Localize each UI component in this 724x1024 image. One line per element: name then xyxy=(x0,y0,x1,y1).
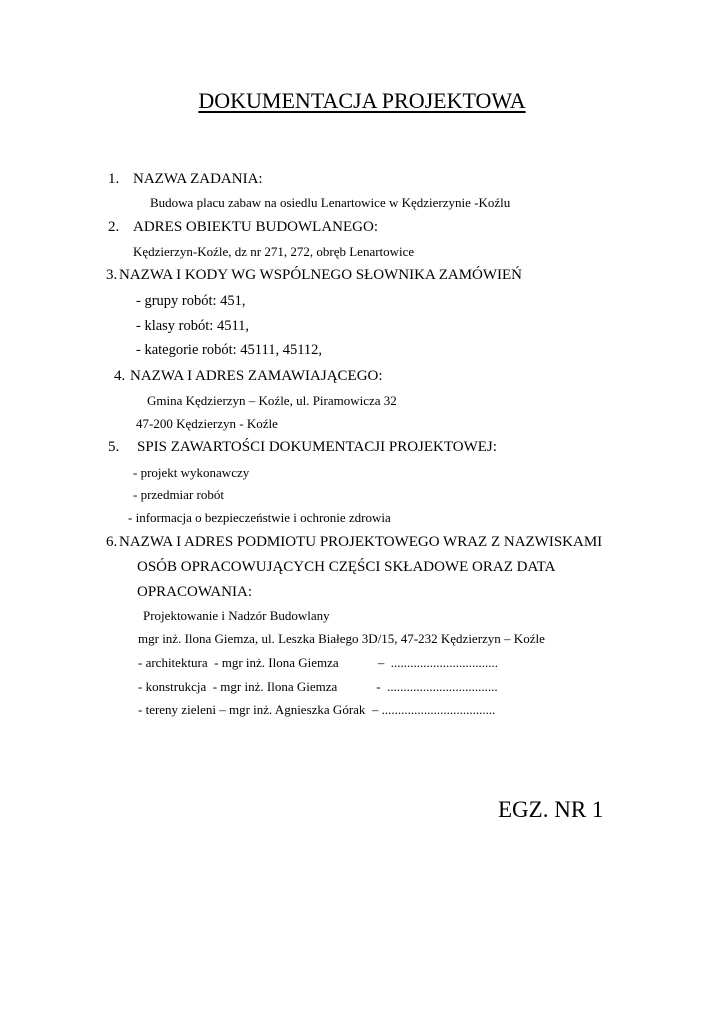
section-6-line: - tereny zieleni – mgr inż. Agnieszka Górak – ................................... xyxy=(138,702,496,717)
section-2-line: Kędzierzyn-Koźle, dz nr 271, 272, obręb Lenartowice xyxy=(133,244,415,259)
section-2-number: 2. xyxy=(108,219,120,235)
section-4-line: Gmina Kędzierzyn – Koźle, ul. Piramowicza 32 xyxy=(147,393,397,408)
section-6-heading-line: OPRACOWANIA: xyxy=(137,584,253,600)
section-6-number: 6. xyxy=(106,534,118,550)
section-3-line: - grupy robót: 451, xyxy=(136,293,246,309)
section-4-number: 4. xyxy=(114,368,126,384)
section-5-line: - przedmiar robót xyxy=(133,487,224,502)
section-6-line: - architektura - mgr inż. Ilona Giemza – ................................. xyxy=(138,655,498,670)
page-title: DOKUMENTACJA PROJEKTOWA xyxy=(198,88,526,113)
section-6-line: - konstrukcja - mgr inż. Ilona Giemza - .................................. xyxy=(138,679,498,694)
section-3-number: 3. xyxy=(106,267,118,283)
section-5-number: 5. xyxy=(108,439,120,455)
section-2-heading: ADRES OBIEKTU BUDOWLANEGO: xyxy=(133,219,378,235)
section-5-heading: SPIS ZAWARTOŚCI DOKUMENTACJI PROJEKTOWEJ: xyxy=(137,439,497,455)
section-4-line: 47-200 Kędzierzyn - Koźle xyxy=(136,416,278,431)
section-6-heading-line: OSÓB OPRACOWUJĄCYCH CZĘŚCI SKŁADOWE ORAZ DATA xyxy=(137,559,556,575)
copy-number-label: EGZ. NR 1 xyxy=(498,797,604,822)
section-3-line: - kategorie robót: 45111, 45112, xyxy=(136,342,323,358)
section-4-heading: NAZWA I ADRES ZAMAWIAJĄCEGO: xyxy=(130,368,383,384)
section-3-heading: NAZWA I KODY WG WSPÓLNEGO SŁOWNIKA ZAMÓWIEŃ xyxy=(119,267,523,283)
section-6-line: mgr inż. Ilona Giemza, ul. Leszka Białego 3D/15, 47-232 Kędzierzyn – Koźle xyxy=(138,631,545,646)
section-1-number: 1. xyxy=(108,171,120,187)
section-1-line: Budowa placu zabaw na osiedlu Lenartowice w Kędzierzynie -Koźlu xyxy=(150,195,511,210)
section-5-line: - projekt wykonawczy xyxy=(133,465,250,480)
section-6-heading-line: NAZWA I ADRES PODMIOTU PROJEKTOWEGO WRAZ Z NAZWISKAMI xyxy=(119,534,603,550)
section-3-line: - klasy robót: 4511, xyxy=(136,318,250,334)
section-6-line: Projektowanie i Nadzór Budowlany xyxy=(143,608,330,623)
section-1-heading: NAZWA ZADANIA: xyxy=(133,171,263,187)
section-5-line: - informacja o bezpieczeństwie i ochronie zdrowia xyxy=(128,510,391,525)
